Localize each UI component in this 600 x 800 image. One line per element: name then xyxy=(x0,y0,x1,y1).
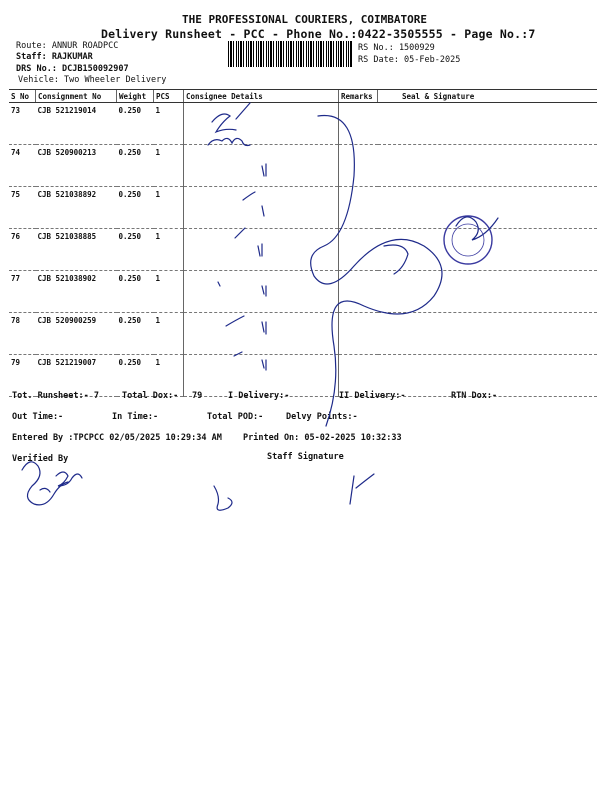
handwritten-mark xyxy=(236,103,250,119)
handwritten-mark xyxy=(262,164,266,176)
col-weight: Weight xyxy=(117,90,154,103)
in-time: In Time:- xyxy=(112,412,159,422)
ii-delivery: II Delivery:- xyxy=(339,391,406,401)
cell-sno: 76 xyxy=(9,229,36,271)
cell-weight: 0.250 xyxy=(117,187,154,229)
rs-number: RS No.: 1500929 xyxy=(358,43,435,53)
cell-pcs: 1 xyxy=(154,313,184,355)
cell-sno: 77 xyxy=(9,271,36,313)
cell-consignment: CJB 520900213 xyxy=(36,145,117,187)
cell-sno: 74 xyxy=(9,145,36,187)
handwritten-mark xyxy=(262,322,266,334)
cell-consignment: CJB 521219007 xyxy=(36,355,117,397)
col-pcs: PCS xyxy=(154,90,184,103)
cell-weight: 0.250 xyxy=(117,229,154,271)
cell-pcs: 1 xyxy=(154,229,184,271)
delvy-points: Delvy Points:- xyxy=(286,412,358,422)
col-remarks: Remarks xyxy=(339,90,378,103)
cell-pcs: 1 xyxy=(154,187,184,229)
col-consignment: Consignment No xyxy=(36,90,117,103)
route: Route: ANNUR ROADPCC xyxy=(16,41,119,51)
verified-date xyxy=(56,472,82,486)
cell-weight: 0.250 xyxy=(117,355,154,397)
handwritten-initial xyxy=(208,138,250,145)
handwritten-mark xyxy=(258,244,262,256)
total-dox-label: Total Dox:- xyxy=(122,391,179,401)
cell-weight: 0.250 xyxy=(117,313,154,355)
handwritten-mark xyxy=(243,192,255,200)
cell-consignment: CJB 521038885 xyxy=(36,229,117,271)
handwritten-initial xyxy=(212,114,236,132)
company-name: THE PROFESSIONAL COURIERS, COIMBATORE xyxy=(182,13,428,26)
total-pod: Total POD:- xyxy=(207,412,264,422)
cell-weight: 0.250 xyxy=(117,103,154,145)
cell-sno: 79 xyxy=(9,355,36,397)
handwritten-mark xyxy=(262,360,266,370)
handwritten-mark xyxy=(234,352,242,356)
cell-consignment: CJB 521038892 xyxy=(36,187,117,229)
col-consignee: Consignee Details xyxy=(184,90,339,103)
tot-runsheet: Tot. Runsheet:- 7 xyxy=(12,391,99,401)
handwritten-mark xyxy=(262,286,266,296)
cell-sno: 75 xyxy=(9,187,36,229)
entered-by: Entered By :TPCPCC 02/05/2025 10:29:34 AM xyxy=(12,433,222,443)
seal-stamp-icon xyxy=(444,216,492,264)
verified-by: Verified By xyxy=(12,454,69,464)
cell-weight: 0.250 xyxy=(117,271,154,313)
handwritten-mark xyxy=(218,282,220,286)
cell-sno: 73 xyxy=(9,103,36,145)
cell-weight: 0.250 xyxy=(117,145,154,187)
verified-signature xyxy=(22,462,68,505)
cell-pcs: 1 xyxy=(154,355,184,397)
rs-date: RS Date: 05-Feb-2025 xyxy=(358,55,461,65)
vehicle: Vehicle: Two Wheeler Delivery xyxy=(18,75,167,85)
handwritten-mark xyxy=(235,228,245,238)
runsheet-title: Delivery Runsheet - PCC - Phone No.:0422-3505555 - Page No.:7 xyxy=(101,27,536,41)
out-time: Out Time:- xyxy=(12,412,64,422)
printed-on: Printed On: 05-02-2025 10:32:33 xyxy=(243,433,402,443)
staff-signature-ink xyxy=(214,486,232,510)
col-sno: S No xyxy=(9,90,36,103)
handwritten-mark xyxy=(262,206,264,216)
staff: Staff: RAJKUMAR xyxy=(16,52,93,62)
i-delivery: I Delivery:- xyxy=(228,391,290,401)
cell-consignment: CJB 521038902 xyxy=(36,271,117,313)
drs-number: DRS No.: DCJB150092907 xyxy=(16,64,129,74)
verified-date xyxy=(40,488,50,492)
col-seal: Seal & Signature xyxy=(378,90,598,103)
handwritten-mark xyxy=(226,316,244,326)
total-dox-value: 79 xyxy=(192,391,203,401)
signature-stroke xyxy=(384,245,408,274)
staff-signature: Staff Signature xyxy=(267,452,344,462)
rtn-dox: RTN Dox:- xyxy=(451,391,498,401)
cell-pcs: 1 xyxy=(154,145,184,187)
staff-signature-ink xyxy=(350,474,374,504)
cell-sno: 78 xyxy=(9,313,36,355)
signature-stroke xyxy=(311,116,442,427)
cell-consignment: CJB 521219014 xyxy=(36,103,117,145)
cell-pcs: 1 xyxy=(154,103,184,145)
cell-consignment: CJB 520900259 xyxy=(36,313,117,355)
cell-pcs: 1 xyxy=(154,271,184,313)
